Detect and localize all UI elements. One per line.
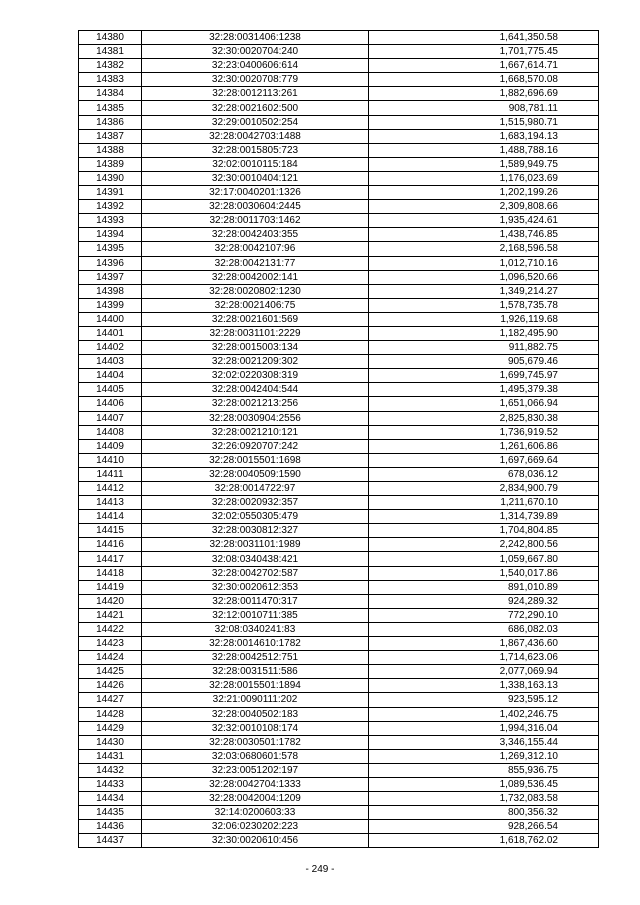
cadastral-number-cell: 32:26:0920707:242 (142, 439, 369, 453)
cadastral-number-cell: 32:28:0040509:1590 (142, 467, 369, 481)
amount-cell: 924,289.32 (369, 594, 599, 608)
row-number-cell: 14428 (79, 707, 142, 721)
amount-cell: 1,641,350.58 (369, 31, 599, 45)
cadastral-number-cell: 32:28:0042703:1488 (142, 129, 369, 143)
row-number-cell: 14431 (79, 749, 142, 763)
cadastral-number-cell: 32:28:0042131:77 (142, 256, 369, 270)
table-row (79, 538, 599, 552)
table-row (79, 792, 599, 806)
row-number-cell: 14411 (79, 467, 142, 481)
row-number-cell: 14412 (79, 482, 142, 496)
row-number-cell: 14422 (79, 622, 142, 636)
row-number-cell: 14398 (79, 284, 142, 298)
table-row (79, 73, 599, 87)
table-row (79, 721, 599, 735)
amount-cell: 1,732,083.58 (369, 792, 599, 806)
table-row (79, 524, 599, 538)
page-number: - 249 - (305, 864, 335, 875)
row-number-cell: 14380 (79, 31, 142, 45)
cadastral-number-cell: 32:30:0020708:779 (142, 73, 369, 87)
table-row (79, 594, 599, 608)
cadastral-number-cell: 32:28:0020802:1230 (142, 284, 369, 298)
amount-cell: 923,595.12 (369, 693, 599, 707)
table-row (79, 411, 599, 425)
table-row (79, 31, 599, 45)
amount-cell: 1,338,163.13 (369, 679, 599, 693)
row-number-cell: 14399 (79, 298, 142, 312)
cadastral-number-cell: 32:28:0031101:1989 (142, 538, 369, 552)
cadastral-number-cell: 32:28:0040502:183 (142, 707, 369, 721)
amount-cell: 1,867,436.60 (369, 637, 599, 651)
cadastral-number-cell: 32:30:0020704:240 (142, 45, 369, 59)
row-number-cell: 14388 (79, 143, 142, 157)
row-number-cell: 14404 (79, 369, 142, 383)
cadastral-number-cell: 32:02:0220308:319 (142, 369, 369, 383)
cadastral-number-cell: 32:06:0230202:223 (142, 820, 369, 834)
cadastral-number-cell: 32:28:0031511:586 (142, 665, 369, 679)
amount-cell: 1,059,667.80 (369, 552, 599, 566)
table-row (79, 679, 599, 693)
table-row (79, 552, 599, 566)
table-row (79, 439, 599, 453)
amount-cell: 1,714,623.06 (369, 651, 599, 665)
row-number-cell: 14433 (79, 777, 142, 791)
cadastral-number-cell: 32:28:0042702:587 (142, 566, 369, 580)
table-row (79, 397, 599, 411)
amount-cell: 1,668,570.08 (369, 73, 599, 87)
row-number-cell: 14430 (79, 735, 142, 749)
cadastral-number-cell: 32:28:0011470:317 (142, 594, 369, 608)
cadastral-number-cell: 32:28:0030501:1782 (142, 735, 369, 749)
amount-cell: 1,314,739.89 (369, 510, 599, 524)
row-number-cell: 14434 (79, 792, 142, 806)
cadastral-number-cell: 32:28:0042512:751 (142, 651, 369, 665)
table-row (79, 101, 599, 115)
row-number-cell: 14415 (79, 524, 142, 538)
table-row (79, 637, 599, 651)
amount-cell: 686,082.03 (369, 622, 599, 636)
cadastral-number-cell: 32:28:0042704:1333 (142, 777, 369, 791)
amount-cell: 1,261,606.86 (369, 439, 599, 453)
amount-cell: 2,168,596.58 (369, 242, 599, 256)
amount-cell: 1,926,119.68 (369, 312, 599, 326)
table-row (79, 171, 599, 185)
cadastral-number-cell: 32:29:0010502:254 (142, 115, 369, 129)
row-number-cell: 14408 (79, 425, 142, 439)
row-number-cell: 14396 (79, 256, 142, 270)
cadastral-number-cell: 32:28:0042004:1209 (142, 792, 369, 806)
cadastral-number-cell: 32:30:0010404:121 (142, 171, 369, 185)
cadastral-number-cell: 32:28:0011703:1462 (142, 214, 369, 228)
amount-cell: 905,679.46 (369, 355, 599, 369)
table-row (79, 510, 599, 524)
table-row (79, 665, 599, 679)
table-row (79, 453, 599, 467)
row-number-cell: 14436 (79, 820, 142, 834)
cadastral-number-cell: 32:21:0090111:202 (142, 693, 369, 707)
table-row (79, 115, 599, 129)
table-row (79, 383, 599, 397)
table-row (79, 425, 599, 439)
table-row (79, 777, 599, 791)
row-number-cell: 14400 (79, 312, 142, 326)
cadastral-number-cell: 32:28:0021209:302 (142, 355, 369, 369)
cadastral-number-cell: 32:30:0020610:456 (142, 834, 369, 848)
row-number-cell: 14416 (79, 538, 142, 552)
row-number-cell: 14409 (79, 439, 142, 453)
table-row (79, 312, 599, 326)
amount-cell: 2,834,900.79 (369, 482, 599, 496)
amount-cell: 1,935,424.61 (369, 214, 599, 228)
cadastral-number-cell: 32:28:0042404:544 (142, 383, 369, 397)
row-number-cell: 14403 (79, 355, 142, 369)
row-number-cell: 14424 (79, 651, 142, 665)
cadastral-number-cell: 32:14:0200603:33 (142, 806, 369, 820)
row-number-cell: 14405 (79, 383, 142, 397)
table-row (79, 59, 599, 73)
row-number-cell: 14426 (79, 679, 142, 693)
amount-cell: 1,697,669.64 (369, 453, 599, 467)
row-number-cell: 14383 (79, 73, 142, 87)
cadastral-number-cell: 32:02:0010115:184 (142, 157, 369, 171)
table-row (79, 735, 599, 749)
table-row (79, 228, 599, 242)
amount-cell: 1,495,379.38 (369, 383, 599, 397)
table-row (79, 87, 599, 101)
row-number-cell: 14397 (79, 270, 142, 284)
amount-cell: 1,994,316.04 (369, 721, 599, 735)
table-body (79, 31, 599, 848)
table-row (79, 157, 599, 171)
cadastral-number-cell: 32:23:0400606:614 (142, 59, 369, 73)
row-number-cell: 14384 (79, 87, 142, 101)
amount-cell: 800,356.32 (369, 806, 599, 820)
table-row (79, 326, 599, 340)
row-number-cell: 14394 (79, 228, 142, 242)
cadastral-number-cell: 32:28:0021601:569 (142, 312, 369, 326)
row-number-cell: 14385 (79, 101, 142, 115)
data-table (78, 30, 599, 848)
cadastral-number-cell: 32:28:0031406:1238 (142, 31, 369, 45)
amount-cell: 1,176,023.69 (369, 171, 599, 185)
amount-cell: 1,667,614.71 (369, 59, 599, 73)
amount-cell: 855,936.75 (369, 763, 599, 777)
amount-cell: 2,825,830.38 (369, 411, 599, 425)
amount-cell: 1,349,214.27 (369, 284, 599, 298)
amount-cell: 1,651,066.94 (369, 397, 599, 411)
row-number-cell: 14406 (79, 397, 142, 411)
row-number-cell: 14437 (79, 834, 142, 848)
table-row (79, 693, 599, 707)
table-row (79, 298, 599, 312)
table-row (79, 341, 599, 355)
row-number-cell: 14429 (79, 721, 142, 735)
amount-cell: 678,036.12 (369, 467, 599, 481)
row-number-cell: 14418 (79, 566, 142, 580)
table-row (79, 820, 599, 834)
cadastral-number-cell: 32:28:0021210:121 (142, 425, 369, 439)
table-row (79, 482, 599, 496)
row-number-cell: 14386 (79, 115, 142, 129)
cadastral-number-cell: 32:28:0012113:261 (142, 87, 369, 101)
row-number-cell: 14413 (79, 496, 142, 510)
cadastral-number-cell: 32:28:0015805:723 (142, 143, 369, 157)
cadastral-number-cell: 32:28:0042002:141 (142, 270, 369, 284)
table-row (79, 467, 599, 481)
amount-cell: 1,704,804.85 (369, 524, 599, 538)
amount-cell: 2,077,069.94 (369, 665, 599, 679)
cadastral-number-cell: 32:28:0021213:256 (142, 397, 369, 411)
row-number-cell: 14382 (79, 59, 142, 73)
amount-cell: 908,781.11 (369, 101, 599, 115)
cadastral-number-cell: 32:28:0030904:2556 (142, 411, 369, 425)
row-number-cell: 14392 (79, 200, 142, 214)
row-number-cell: 14427 (79, 693, 142, 707)
amount-cell: 1,578,735.78 (369, 298, 599, 312)
amount-cell: 1,438,746.85 (369, 228, 599, 242)
table-row (79, 256, 599, 270)
row-number-cell: 14393 (79, 214, 142, 228)
amount-cell: 1,211,670.10 (369, 496, 599, 510)
cadastral-number-cell: 32:08:0340438:421 (142, 552, 369, 566)
cadastral-number-cell: 32:28:0015003:134 (142, 341, 369, 355)
row-number-cell: 14421 (79, 608, 142, 622)
amount-cell: 2,309,808.66 (369, 200, 599, 214)
amount-cell: 1,096,520.66 (369, 270, 599, 284)
amount-cell: 1,589,949.75 (369, 157, 599, 171)
row-number-cell: 14425 (79, 665, 142, 679)
row-number-cell: 14401 (79, 326, 142, 340)
cadastral-number-cell: 32:28:0042403:355 (142, 228, 369, 242)
cadastral-number-cell: 32:28:0014722:97 (142, 482, 369, 496)
row-number-cell: 14390 (79, 171, 142, 185)
table-row (79, 129, 599, 143)
amount-cell: 1,882,696.69 (369, 87, 599, 101)
row-number-cell: 14395 (79, 242, 142, 256)
table-row (79, 608, 599, 622)
table-row (79, 496, 599, 510)
cadastral-number-cell: 32:28:0015501:1894 (142, 679, 369, 693)
row-number-cell: 14420 (79, 594, 142, 608)
cadastral-number-cell: 32:08:0340241:83 (142, 622, 369, 636)
amount-cell: 1,683,194.13 (369, 129, 599, 143)
row-number-cell: 14407 (79, 411, 142, 425)
table-row (79, 284, 599, 298)
table-row (79, 834, 599, 848)
amount-cell: 3,346,155.44 (369, 735, 599, 749)
table-row (79, 622, 599, 636)
row-number-cell: 14391 (79, 186, 142, 200)
amount-cell: 928,266.54 (369, 820, 599, 834)
amount-cell: 1,736,919.52 (369, 425, 599, 439)
amount-cell: 2,242,800.56 (369, 538, 599, 552)
cadastral-number-cell: 32:28:0020932:357 (142, 496, 369, 510)
row-number-cell: 14435 (79, 806, 142, 820)
amount-cell: 1,540,017.86 (369, 566, 599, 580)
row-number-cell: 14381 (79, 45, 142, 59)
table-row (79, 143, 599, 157)
cadastral-number-cell: 32:28:0015501:1698 (142, 453, 369, 467)
amount-cell: 1,012,710.16 (369, 256, 599, 270)
amount-cell: 1,269,312.10 (369, 749, 599, 763)
table-row (79, 369, 599, 383)
cadastral-number-cell: 32:12:0010711:385 (142, 608, 369, 622)
amount-cell: 1,515,980.71 (369, 115, 599, 129)
amount-cell: 1,488,788.16 (369, 143, 599, 157)
cadastral-number-cell: 32:28:0014610:1782 (142, 637, 369, 651)
cadastral-number-cell: 32:28:0030604:2445 (142, 200, 369, 214)
row-number-cell: 14414 (79, 510, 142, 524)
amount-cell: 1,202,199.26 (369, 186, 599, 200)
cadastral-number-cell: 32:23:0051202:197 (142, 763, 369, 777)
amount-cell: 911,882.75 (369, 341, 599, 355)
cadastral-number-cell: 32:30:0020612:353 (142, 580, 369, 594)
cadastral-number-cell: 32:28:0042107:96 (142, 242, 369, 256)
cadastral-number-cell: 32:17:0040201:1326 (142, 186, 369, 200)
table-row (79, 651, 599, 665)
table-row (79, 707, 599, 721)
table-row (79, 355, 599, 369)
amount-cell: 1,699,745.97 (369, 369, 599, 383)
table-row (79, 45, 599, 59)
cadastral-number-cell: 32:02:0550305:479 (142, 510, 369, 524)
table-row (79, 749, 599, 763)
cadastral-number-cell: 32:28:0030812:327 (142, 524, 369, 538)
amount-cell: 1,182,495.90 (369, 326, 599, 340)
table-row (79, 214, 599, 228)
row-number-cell: 14423 (79, 637, 142, 651)
row-number-cell: 14389 (79, 157, 142, 171)
amount-cell: 891,010.89 (369, 580, 599, 594)
amount-cell: 1,618,762.02 (369, 834, 599, 848)
cadastral-number-cell: 32:28:0021406:75 (142, 298, 369, 312)
cadastral-number-cell: 32:32:0010108:174 (142, 721, 369, 735)
amount-cell: 1,701,775.45 (369, 45, 599, 59)
table-row (79, 806, 599, 820)
row-number-cell: 14432 (79, 763, 142, 777)
row-number-cell: 14402 (79, 341, 142, 355)
row-number-cell: 14419 (79, 580, 142, 594)
table-row (79, 242, 599, 256)
table-row (79, 566, 599, 580)
table-row (79, 763, 599, 777)
table-row (79, 200, 599, 214)
table-row (79, 186, 599, 200)
amount-cell: 772,290.10 (369, 608, 599, 622)
cadastral-number-cell: 32:28:0021602:500 (142, 101, 369, 115)
row-number-cell: 14387 (79, 129, 142, 143)
cadastral-number-cell: 32:28:0031101:2229 (142, 326, 369, 340)
amount-cell: 1,089,536.45 (369, 777, 599, 791)
amount-cell: 1,402,246.75 (369, 707, 599, 721)
row-number-cell: 14417 (79, 552, 142, 566)
table-row (79, 580, 599, 594)
table-row (79, 270, 599, 284)
row-number-cell: 14410 (79, 453, 142, 467)
cadastral-number-cell: 32:03:0680601:578 (142, 749, 369, 763)
